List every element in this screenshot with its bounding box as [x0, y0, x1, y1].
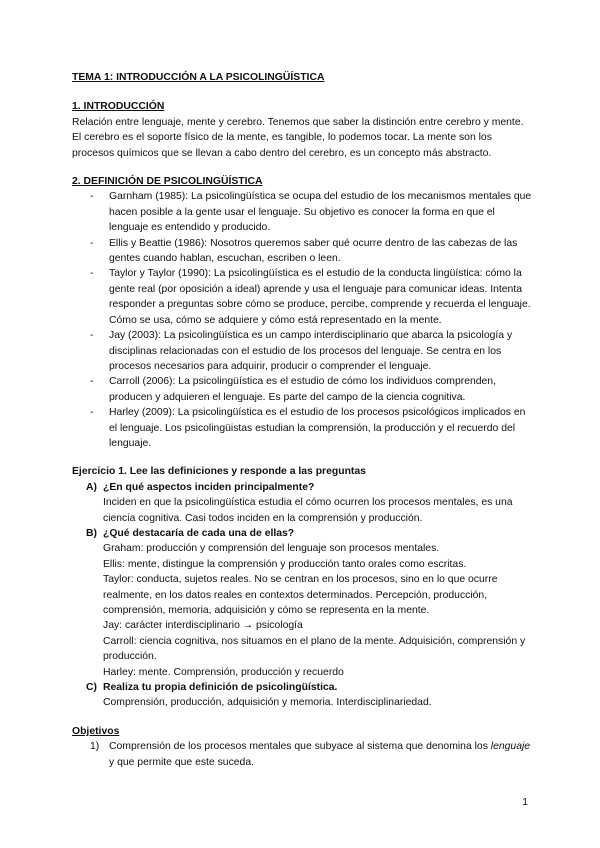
- question-b-text: ¿Qué destacaría de cada una de ellas?: [103, 527, 295, 539]
- objective-text-end: y que permite que este suceda.: [109, 756, 254, 768]
- definition-item: - Harley (2009): La psicolingüística es el estudio de los procesos psicológicos implicados en el lenguaje. Los psicolingüistas estudian la comprensión, la producción y el recuerdo del lenguaje.: [72, 405, 532, 451]
- question-b-marker: B): [86, 527, 97, 539]
- objectives-heading: Objetivos: [72, 725, 120, 737]
- definitions-list: [72, 189, 532, 451]
- question-a: [72, 480, 532, 526]
- document-title: TEMA 1: INTRODUCCIÓN A LA PSICOLINGÜÍSTICA: [72, 72, 325, 83]
- definition-item: - Garnham (1985): La psicolingüística se ocupa del estudio de los mecanismos mentales que hacen posible a la gente usar el lenguaje. Su objetivo es conocer la forma en que el lenguaje es entendido y producido.: [72, 189, 532, 235]
- objective-item: [72, 739, 532, 770]
- question-c-marker: C): [86, 682, 97, 694]
- definition-item: - Ellis y Beattie (1986): Nosotros queremos saber qué ocurre dentro de las cabezas de las gentes cuando hablan, escuchan, escriben o leen.: [72, 236, 532, 267]
- answer-b-line: Graham: producción y comprensión del lenguaje son procesos mentales.: [103, 543, 440, 555]
- answer-c-text: Comprensión, producción, adquisición y memoria. Interdisciplinariedad.: [103, 697, 432, 709]
- answer-b-line: Jay: carácter interdisciplinario → psicología: [103, 620, 303, 632]
- section-2-heading: 2. DEFINICIÓN DE PSICOLINGÜÍSTICA: [72, 176, 263, 188]
- section-1-body: Relación entre lenguaje, mente y cerebro. Tenemos que saber la distinción entre cerebro y mente. El cerebro es el soporte físico de la mente, es tangible, lo podemos tocar. La mente son los procesos químicos que se llevan a cabo dentro del cerebro, es un concepto más abstracto.: [72, 116, 524, 159]
- definition-item: - Jay (2003): La psicolingüística es un campo interdisciplinario que abarca la psicología y disciplinas relacionadas con el estudio de los procesos del lenguaje. Se centra en los procesos necesarios para adquirir, producir o comprender el lenguaje.: [72, 328, 532, 374]
- question-b: [72, 526, 532, 680]
- answer-b-line: Carroll: ciencia cognitiva, nos situamos en el plano de la mente. Adquisición, comprensión y producción.: [103, 635, 526, 663]
- question-a-text: ¿En qué aspectos inciden principalmente?: [103, 481, 315, 493]
- definition-item: - Carroll (2006): La psicolingüística es el estudio de cómo los individuos comprenden, producen y adquieren el lenguaje. Es parte del campo de la ciencia cognitiva.: [72, 374, 532, 405]
- objective-text-italic: lenguaje: [490, 741, 531, 753]
- objective-text-start: Comprensión de los procesos mentales que subyace al sistema que denomina los: [109, 741, 491, 753]
- page-content: [72, 70, 532, 770]
- objective-number: 1): [90, 741, 100, 753]
- question-c: [72, 680, 532, 711]
- answer-a-text: Inciden en que la psicolingüística estudia el cómo ocurren los procesos mentales, es una ciencia cognitiva. Casi todos inciden en la comprensión y producción.: [103, 497, 513, 524]
- page-number: 1: [522, 797, 528, 808]
- answer-b-line: Taylor: conducta, sujetos reales. No se centran en los procesos, sino en lo que ocurre realmente, en los datos reales en contextos determinados. Percepción, producción, comprensión, memoria, adquisición y cómo se representa en la mente.: [103, 574, 498, 616]
- question-a-marker: A): [86, 481, 97, 493]
- answer-b-line: Harley: mente. Comprensión, producción y recuerdo: [103, 666, 344, 678]
- answer-b-line: Ellis: mente, distingue la comprensión y producción tanto orales como escritas.: [103, 558, 467, 570]
- exercise-heading: Ejercicio 1. Lee las definiciones y responde a las preguntas: [72, 466, 366, 478]
- section-1-heading: 1. INTRODUCCIÓN: [72, 101, 165, 113]
- question-c-text: Realiza tu propia definición de psicolingüística.: [103, 682, 338, 694]
- definition-item: - Taylor y Taylor (1990): La psicolingüística es el estudio de la conducta lingüística: cómo la gente real (por oposición a ideal) aprende y usa el lenguaje para comunicar ideas. Intenta responder a preguntas sobre cómo se produce, percibe, comprende y recuerda el lenguaje. Cómo se usa, cómo se adquiere y cómo está representado en la mente.: [72, 266, 532, 328]
